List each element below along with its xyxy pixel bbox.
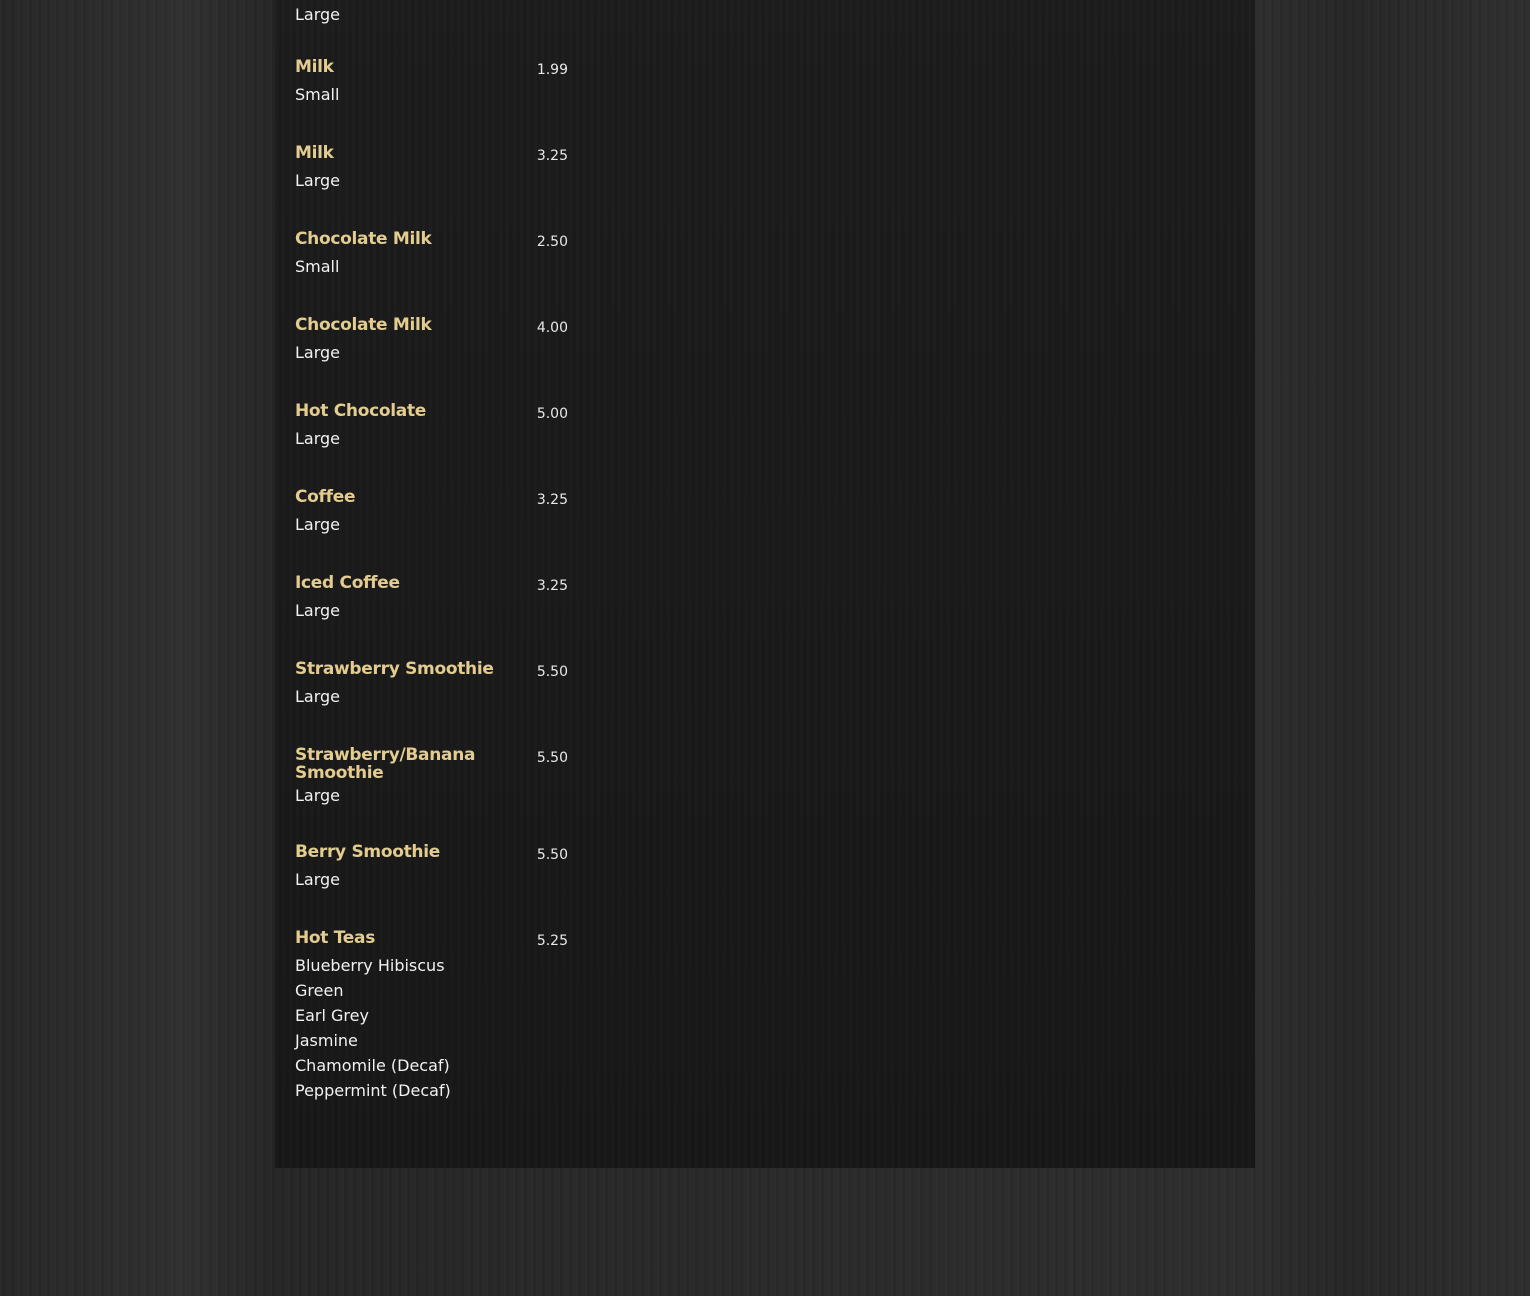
item-price: 3.25 <box>536 492 568 508</box>
menu-item-strawberry-banana-smoothie <box>295 746 568 808</box>
item-size-label: Small <box>295 257 340 276</box>
item-size-label: Large <box>295 786 341 805</box>
item-name: Iced Coffee <box>295 573 400 593</box>
item-name: Hot Chocolate <box>295 401 427 421</box>
item-price: 5.25 <box>536 933 568 949</box>
tea-option: Peppermint (Decaf) <box>295 1081 451 1100</box>
item-size-label: Small <box>295 85 340 104</box>
menu-item-chocolate-milk-small <box>295 230 568 279</box>
menu-item-milk-small <box>295 58 568 107</box>
item-price: 3.25 <box>536 148 568 164</box>
item-size-label: Large <box>295 870 341 889</box>
item-price: 5.50 <box>536 847 568 863</box>
item-name: Strawberry/Banana Smoothie <box>295 745 476 783</box>
menu-item-coffee <box>295 488 568 537</box>
menu-item-berry-smoothie <box>295 843 568 892</box>
item-price: 4.00 <box>536 320 568 336</box>
item-name: Chocolate Milk <box>295 315 432 335</box>
tea-option: Jasmine <box>295 1031 358 1050</box>
item-name: Strawberry Smoothie <box>295 659 494 679</box>
menu-item-hot-teas <box>295 929 568 1103</box>
tea-options-list <box>295 953 568 1103</box>
item-price: 5.50 <box>536 750 568 766</box>
menu-item-hot-chocolate <box>295 402 568 451</box>
tea-option: Chamomile (Decaf) <box>295 1056 450 1075</box>
menu-item-milk-large <box>295 144 568 193</box>
item-price: 5.50 <box>536 664 568 680</box>
item-name: Hot Teas <box>295 928 376 948</box>
item-price: 1.99 <box>536 62 568 78</box>
item-name: Berry Smoothie <box>295 842 440 862</box>
item-name: Milk <box>295 57 334 77</box>
item-price: 3.25 <box>536 578 568 594</box>
item-size-label: Large <box>295 429 341 448</box>
tea-option: Blueberry Hibiscus <box>295 956 445 975</box>
item-name: Coffee <box>295 487 356 507</box>
item-price: 2.50 <box>536 234 568 250</box>
menu-item-iced-coffee <box>295 574 568 623</box>
item-size-label: Large <box>295 171 341 190</box>
menu-item-strawberry-smoothie <box>295 660 568 709</box>
item-name: Chocolate Milk <box>295 229 432 249</box>
tea-option: Green <box>295 981 344 1000</box>
item-price: 5.00 <box>536 406 568 422</box>
item-size-label: Large <box>295 343 341 362</box>
menu-item-chocolate-milk-large <box>295 316 568 365</box>
item-size-label: Large <box>295 5 341 24</box>
tea-option: Earl Grey <box>295 1006 369 1025</box>
item-size-label: Large <box>295 687 341 706</box>
menu-panel <box>275 0 1255 1168</box>
item-size-label: Large <box>295 515 341 534</box>
item-name: Milk <box>295 143 334 163</box>
item-size-label: Large <box>295 601 341 620</box>
